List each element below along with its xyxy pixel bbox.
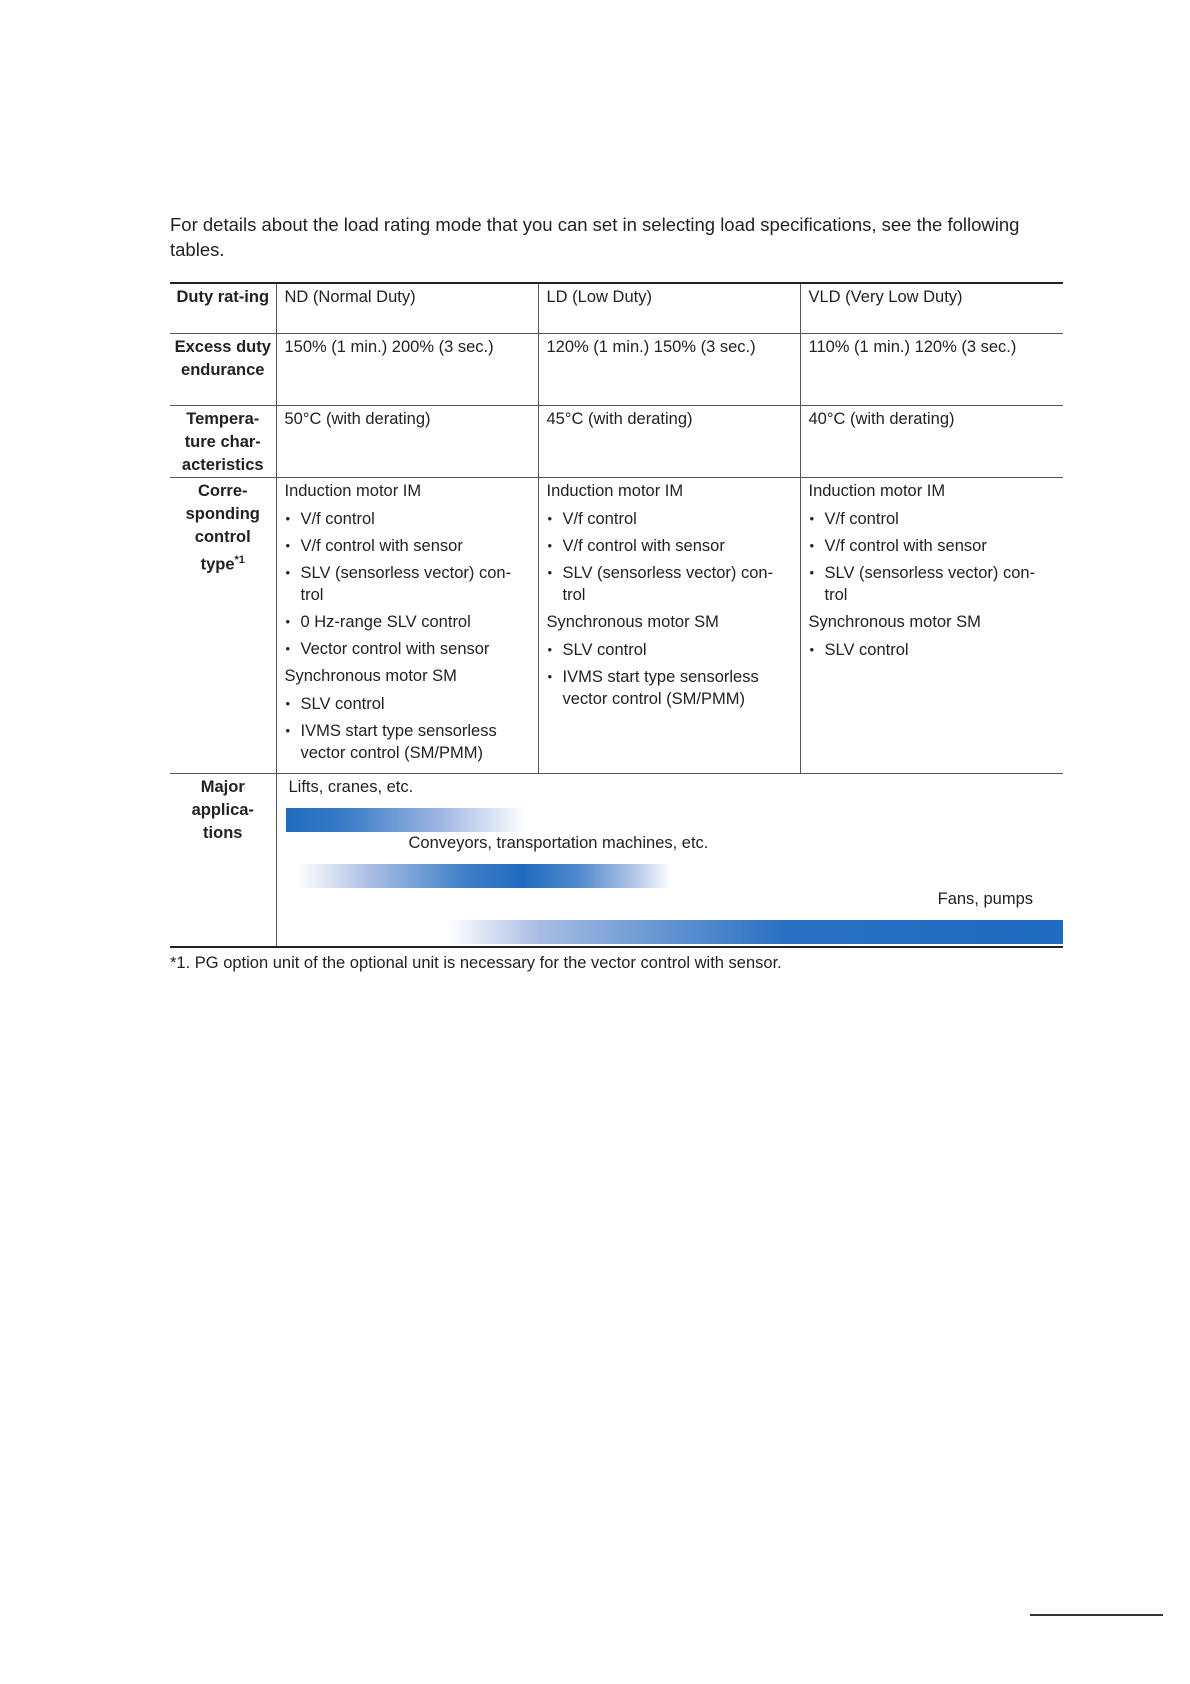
list-item: • 0 Hz-range SLV control	[285, 611, 530, 633]
row-header-temperature: Tempera-ture char-acteristics	[170, 405, 276, 477]
im-heading: Induction motor IM	[284, 481, 422, 500]
row-header-excess-duty: Excess duty endurance	[170, 333, 276, 405]
im-list	[285, 508, 530, 660]
im-list	[547, 508, 792, 606]
row-temperature	[170, 405, 1063, 477]
row-applications	[170, 773, 1063, 947]
im-heading: Induction motor IM	[546, 481, 684, 500]
cell-nd-excess: 150% (1 min.) 200% (3 sec.)	[284, 337, 494, 356]
cell-ld-duty: LD (Low Duty)	[538, 283, 800, 333]
list-item: • V/f control	[809, 508, 1056, 530]
cell-nd-control	[276, 477, 538, 773]
list-item: • V/f control with sensor	[285, 535, 530, 557]
cell-vld-duty: VLD (Very Low Duty)	[800, 283, 1063, 333]
app-bar-conveyors	[297, 864, 672, 888]
sm-list	[809, 639, 1056, 661]
cell-vld-temp: 40°C (with derating)	[800, 405, 1063, 477]
row-excess-duty	[170, 333, 1063, 405]
applications-chart	[277, 774, 1064, 946]
app-label-conveyors: Conveyors, transportation machines, etc.	[408, 833, 709, 852]
row-header-duty-rating: Duty rat-ing	[170, 283, 276, 333]
sm-heading: Synchronous motor SM	[808, 612, 981, 631]
row-header-control-type	[170, 477, 276, 773]
sm-list	[285, 693, 530, 764]
list-item: • SLV (sensorless vector) con-trol	[809, 562, 1056, 606]
list-item: • V/f control with sensor	[547, 535, 792, 557]
footnote: *1. PG option unit of the optional unit is necessary for the vector control with sensor.	[170, 954, 782, 972]
sm-list	[547, 639, 792, 710]
list-item: • V/f control with sensor	[809, 535, 1056, 557]
list-item: • IVMS start type sensorless vector control (SM/PMM)	[285, 720, 530, 764]
app-label-fans: Fans, pumps	[937, 889, 1033, 908]
app-label-lifts: Lifts, cranes, etc.	[288, 777, 414, 796]
list-item: • SLV control	[285, 693, 530, 715]
im-list	[809, 508, 1056, 606]
cell-vld-excess: 110% (1 min.) 120% (3 sec.)	[800, 333, 1063, 405]
list-item: • SLV (sensorless vector) con-trol	[547, 562, 792, 606]
cell-ld-excess: 120% (1 min.) 150% (3 sec.)	[538, 333, 800, 405]
list-item: • Vector control with sensor	[285, 638, 530, 660]
control-type-label: Corre-sponding control type	[185, 481, 260, 573]
list-item: • IVMS start type sensorless vector control (SM/PMM)	[547, 666, 792, 710]
list-item: • SLV control	[809, 639, 1056, 661]
im-heading: Induction motor IM	[808, 481, 946, 500]
applications-cell	[276, 773, 1063, 947]
cell-nd-duty: ND (Normal Duty)	[284, 288, 416, 306]
list-item: • SLV (sensorless vector) con-trol	[285, 562, 530, 606]
cell-nd-temp: 50°C (with derating)	[284, 409, 431, 428]
page-rule	[1030, 1614, 1163, 1616]
app-bar-fans	[447, 920, 1063, 944]
intro-paragraph: For details about the load rating mode that you can set in selecting load specifications, see the following tables.	[170, 214, 1020, 260]
sm-heading: Synchronous motor SM	[284, 666, 457, 685]
cell-vld-control	[800, 477, 1063, 773]
row-duty-rating	[170, 283, 1063, 333]
load-rating-table	[170, 282, 1063, 948]
row-header-applications: Major applica-tions	[170, 773, 276, 947]
cell-ld-control	[538, 477, 800, 773]
footnote-ref: *1	[234, 553, 245, 566]
cell-ld-temp: 45°C (with derating)	[538, 405, 800, 477]
sm-heading: Synchronous motor SM	[546, 612, 719, 631]
list-item: • SLV control	[547, 639, 792, 661]
list-item: • V/f control	[285, 508, 530, 530]
list-item: • V/f control	[547, 508, 792, 530]
app-bar-lifts	[286, 808, 526, 832]
row-control-type	[170, 477, 1063, 773]
